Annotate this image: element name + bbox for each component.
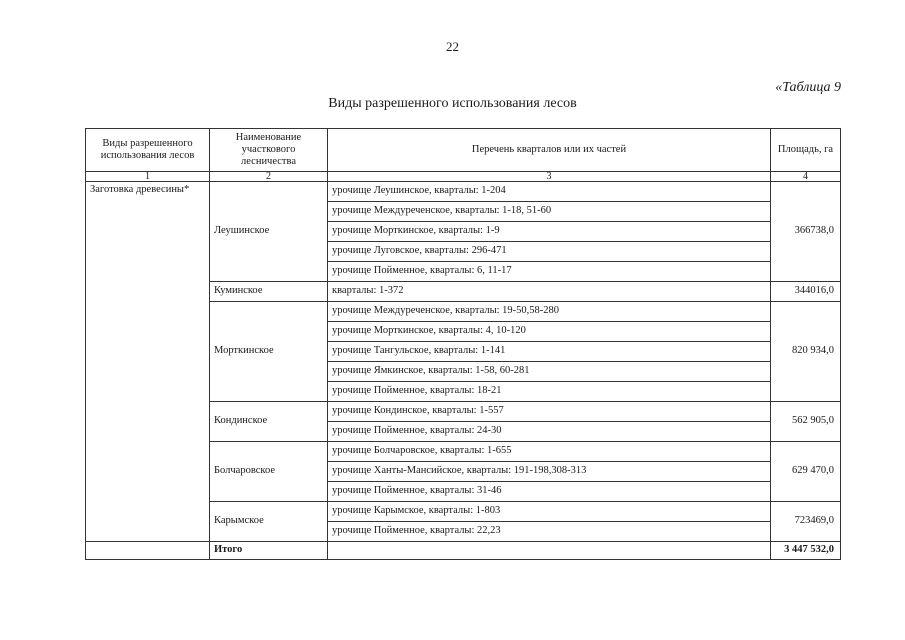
area-cell: 366738,0 (771, 182, 841, 282)
district-cell: Кондинское (210, 402, 328, 442)
quarters-cell: урочище Междуреченское, кварталы: 19-50,58-280 (328, 302, 771, 322)
area-cell: 344016,0 (771, 282, 841, 302)
header-district: Наименование участкового лесничества (210, 129, 328, 172)
quarters-cell: урочище Пойменное, кварталы: 22,23 (328, 522, 771, 542)
header-row (86, 129, 841, 172)
quarters-cell: урочище Морткинское, кварталы: 1-9 (328, 222, 771, 242)
total-row (86, 542, 841, 560)
district-cell: Куминское (210, 282, 328, 302)
empty-cell (86, 542, 210, 560)
area-cell: 820 934,0 (771, 302, 841, 402)
area-cell: 629 470,0 (771, 442, 841, 502)
quarters-cell: урочище Луговское, кварталы: 296-471 (328, 242, 771, 262)
quarters-cell: урочище Ямкинское, кварталы: 1-58, 60-281 (328, 362, 771, 382)
total-label: Итого (210, 542, 328, 560)
empty-cell (328, 542, 771, 560)
forest-use-table (85, 128, 841, 560)
quarters-cell: кварталы: 1-372 (328, 282, 771, 302)
header-quarters: Перечень кварталов или их частей (328, 129, 771, 172)
page-number: 22 (446, 39, 459, 54)
district-cell: Карымское (210, 502, 328, 542)
table-body (86, 182, 841, 560)
quarters-cell: урочище Пойменное, кварталы: 18-21 (328, 382, 771, 402)
quarters-cell: урочище Ханты-Мансийское, кварталы: 191-198,308-313 (328, 462, 771, 482)
quarters-cell: урочище Тангульское, кварталы: 1-141 (328, 342, 771, 362)
district-cell: Болчаровское (210, 442, 328, 502)
column-number-row (86, 172, 841, 182)
column-number: 2 (210, 172, 328, 182)
total-area: 3 447 532,0 (771, 542, 841, 560)
use-type-cell: Заготовка древесины* (86, 182, 210, 542)
header-use-type: Виды разрешенного использования лесов (86, 129, 210, 172)
table-title: Виды разрешенного использования лесов (328, 96, 577, 111)
area-cell: 562 905,0 (771, 402, 841, 442)
quarters-cell: урочище Леушинское, кварталы: 1-204 (328, 182, 771, 202)
district-cell: Леушинское (210, 182, 328, 282)
quarters-cell: урочище Морткинское, кварталы: 4, 10-120 (328, 322, 771, 342)
quarters-cell: урочище Пойменное, кварталы: 24-30 (328, 422, 771, 442)
quarters-cell: урочище Карымское, кварталы: 1-803 (328, 502, 771, 522)
quarters-cell: урочище Междуреченское, кварталы: 1-18, 51-60 (328, 202, 771, 222)
column-number: 1 (86, 172, 210, 182)
area-cell: 723469,0 (771, 502, 841, 542)
table-note: «Таблица 9 (775, 80, 841, 95)
quarters-cell: урочище Пойменное, кварталы: 6, 11-17 (328, 262, 771, 282)
column-number: 4 (771, 172, 841, 182)
quarters-cell: урочище Кондинское, кварталы: 1-557 (328, 402, 771, 422)
table-row (86, 182, 841, 202)
header-area: Площадь, га (771, 129, 841, 172)
quarters-cell: урочище Болчаровское, кварталы: 1-655 (328, 442, 771, 462)
district-cell: Морткинское (210, 302, 328, 402)
column-number: 3 (328, 172, 771, 182)
quarters-cell: урочище Пойменное, кварталы: 31-46 (328, 482, 771, 502)
